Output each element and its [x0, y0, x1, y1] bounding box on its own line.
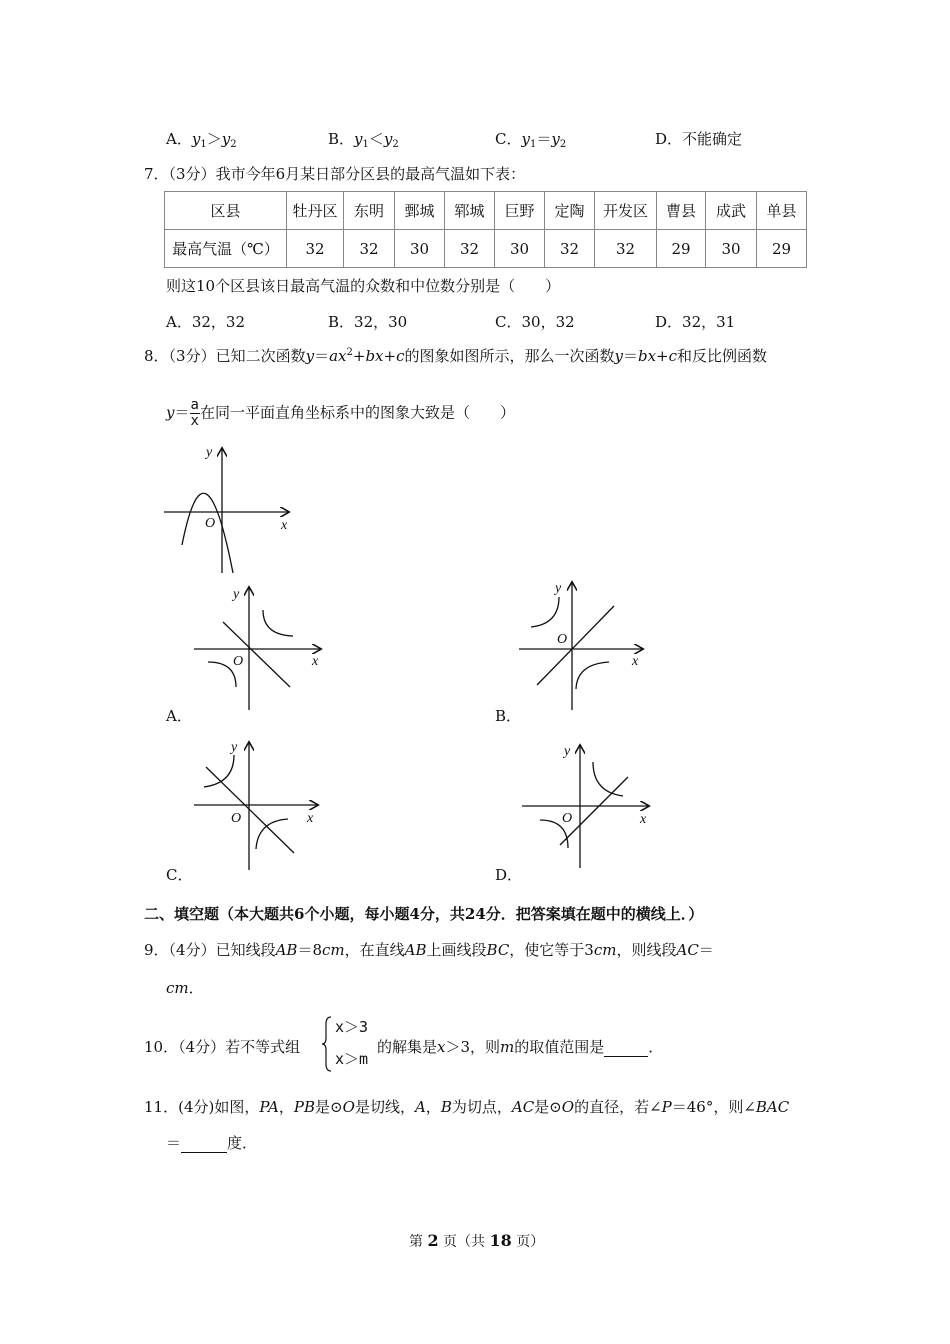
option-a-graph: [190, 582, 330, 712]
table-cell: 32: [595, 230, 657, 268]
section-2-heading: 二、填空题（本大题共6个小题，每小题4分，共24分．把答案填在题中的横线上．）: [144, 905, 704, 923]
x-axis-label: x: [312, 654, 319, 669]
origin-label: O: [562, 811, 573, 826]
hyperbola-branch: [531, 597, 559, 627]
y-axis-label: y: [206, 445, 213, 460]
y-axis-label: y: [555, 581, 562, 596]
hyperbola-branch: [576, 662, 609, 689]
q6-option-a: A．$y_1>y_2$: [166, 130, 237, 150]
hyperbola-branch: [208, 662, 236, 687]
table-cell: 曹县: [657, 192, 706, 230]
page-footer: 第 2 页（共 18 页）: [409, 1231, 545, 1250]
table-cell: 32: [287, 230, 344, 268]
q10-stem-start: 10．（4分）若不等式组: [144, 1038, 301, 1056]
q7-question: 则这10个区县该日最高气温的众数和中位数分别是（ ）: [166, 277, 561, 295]
table-cell: 32: [545, 230, 595, 268]
option-d-graph: [518, 740, 653, 870]
table-cell: 牡丹区: [287, 192, 344, 230]
y-axis-label: y: [233, 587, 240, 602]
q10-stem-end: 的解集是x＞3，则m的取值范围是 ．: [377, 1038, 664, 1056]
q8-stem-line2: y＝ $\frac{a}{x}$在同一平面直角坐标系中的图象大致是（ ）: [166, 397, 515, 429]
table-cell: 32: [445, 230, 495, 268]
answer-blank[interactable]: [604, 1038, 648, 1057]
q11-stem-line2: ＝ 度．: [166, 1134, 258, 1152]
origin-label: O: [557, 632, 568, 647]
x-axis-label: x: [307, 811, 314, 826]
table-cell: 30: [395, 230, 445, 268]
origin-label: O: [205, 516, 216, 531]
left-brace: [322, 1016, 332, 1072]
parabola-graph: [160, 443, 295, 578]
inequality-1: x＞3: [335, 1018, 369, 1036]
table-cell: 区县: [165, 192, 287, 230]
q9-stem: 9．（4分）已知线段AB＝8cm，在直线AB上画线段BC，使它等于3cm，则线段AC＝: [144, 941, 714, 959]
table-cell: 29: [657, 230, 706, 268]
table-cell: 定陶: [545, 192, 595, 230]
option-b-label: B．: [495, 707, 522, 725]
q6-option-d: D．不能确定: [655, 130, 743, 148]
q7-option-d: D．32，31: [655, 313, 736, 331]
x-axis-label: x: [281, 518, 288, 533]
table-cell: 30: [495, 230, 545, 268]
table-header-row: [165, 192, 807, 230]
x-axis-label: x: [632, 654, 639, 669]
table-cell: 开发区: [595, 192, 657, 230]
q9-stem-line2: cm．: [166, 979, 204, 997]
option-d-label: D．: [495, 866, 523, 884]
fraction-a-over-x: $\frac{a}{x}$: [190, 397, 199, 429]
table-cell: 29: [757, 230, 807, 268]
origin-label: O: [231, 811, 242, 826]
option-b-graph: [515, 577, 650, 712]
q11-stem: 11．(4分)如图，PA，PB是⊙O是切线，A，B为切点，AC是⊙O的直径，若∠P＝46°，则∠BAC: [144, 1098, 790, 1116]
table-cell: 32: [344, 230, 395, 268]
hyperbola-branch: [263, 610, 293, 636]
table-cell: 最高气温（℃）: [165, 230, 287, 268]
y-axis-label: y: [231, 740, 238, 755]
option-a-label: A．: [166, 707, 192, 725]
inequality-2: x＞m: [335, 1050, 369, 1068]
answer-blank[interactable]: [181, 1134, 227, 1153]
hyperbola-branch: [256, 819, 288, 849]
table-cell: 鄄城: [395, 192, 445, 230]
q7-option-b: B．32，30: [328, 313, 408, 331]
y-axis-label: y: [564, 744, 571, 759]
line-graph: [206, 767, 294, 853]
table-cell: 30: [706, 230, 757, 268]
table-cell: 成武: [706, 192, 757, 230]
table-cell: 郓城: [445, 192, 495, 230]
temperature-table: [164, 191, 807, 268]
q6-option-b: B．$y_1<y_2$: [328, 130, 399, 150]
parabola-curve: [182, 493, 233, 573]
option-c-graph: [190, 737, 325, 872]
table-row: [165, 230, 807, 268]
option-c-label: C．: [166, 866, 193, 884]
line-graph: [537, 606, 614, 685]
q7-option-c: C．30，32: [495, 313, 575, 331]
q8-stem: 8．（3分）已知二次函数$y=ax^2+bx+c$的图象如图所示，那么一次函数y＝bx+c和反比例函数: [144, 347, 768, 365]
table-cell: 巨野: [495, 192, 545, 230]
q6-option-c: C．$y_1=y_2$: [495, 130, 567, 150]
x-axis-label: x: [640, 812, 647, 827]
table-cell: 东明: [344, 192, 395, 230]
origin-label: O: [233, 654, 244, 669]
hyperbola-branch: [204, 755, 234, 787]
hyperbola-branch: [593, 762, 623, 796]
table-cell: 单县: [757, 192, 807, 230]
q7-option-a: A．32，32: [166, 313, 246, 331]
q7-stem: 7．（3分）我市今年6月某日部分区县的最高气温如下表：: [144, 165, 526, 183]
